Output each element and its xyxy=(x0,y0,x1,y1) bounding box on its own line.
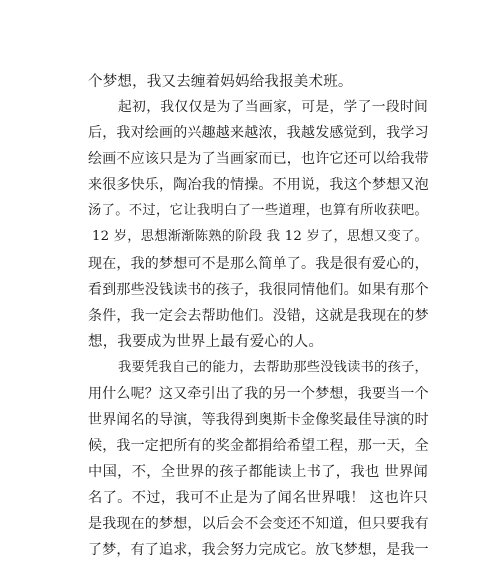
text-line-16: 中国，不，全世界的孩子都能读上书了，我也 世界闻 xyxy=(88,464,428,480)
text-line-4: 绘画不应该只是为了当画家而已，也许它还可以给我带 xyxy=(88,151,429,167)
text-line-5: 来很多快乐，陶冶我的情操。不用说，我这个梦想又泡 xyxy=(88,177,429,193)
text-line-12: 我要凭我自己的能力，去帮助那些没钱读书的孩子， xyxy=(118,360,428,375)
text-line-2: 起初，我仅仅是为了当画家，可是，学了一段时间 xyxy=(118,99,428,115)
text-line-14: 世界闻名的导演，等我得到奥斯卡金像奖最佳导演的时 xyxy=(88,412,429,428)
text-line-17: 名了。不过，我可不止是为了闻名世界哦！ 这也许只 xyxy=(88,490,428,506)
text-line-8: 现在，我的梦想可不是那么简单了。我是很有爱心的， xyxy=(88,256,429,272)
text-line-9: 看到那些没钱读书的孩子，我很同情他们。如果有那个 xyxy=(88,282,429,298)
text-line-13: 用什么呢？这又牵引出了我的另一个梦想，我要当一个 xyxy=(88,386,429,402)
text-line-11: 想，我要成为世界上最有爱心的人。 xyxy=(88,334,324,350)
text-line-19: 了梦，有了追求，我会努力完成它。放飞梦想，是我一 xyxy=(88,542,429,558)
text-line-10: 条件，我一定会去帮助他们。没错，这就是我现在的梦 xyxy=(88,308,429,324)
text-line-7: 12 岁，思想渐渐陈熟的阶段 我 12 岁了，思想又变了。 xyxy=(92,229,428,244)
text-line-15: 候，我一定把所有的奖金都捐给希望工程，那一天，全 xyxy=(88,438,429,454)
text-line-3: 后，我对绘画的兴趣越来越浓，我越发感觉到，我学习 xyxy=(88,125,429,141)
text-line-6: 汤了。不过，它让我明白了一些道理，也算有所收获吧。 xyxy=(88,203,428,218)
text-line-1: 个梦想，我又去缠着妈妈给我报美术班。 xyxy=(88,74,353,90)
text-line-18: 是我现在的梦想，以后会不会变还不知道，但只要我有 xyxy=(88,516,429,532)
